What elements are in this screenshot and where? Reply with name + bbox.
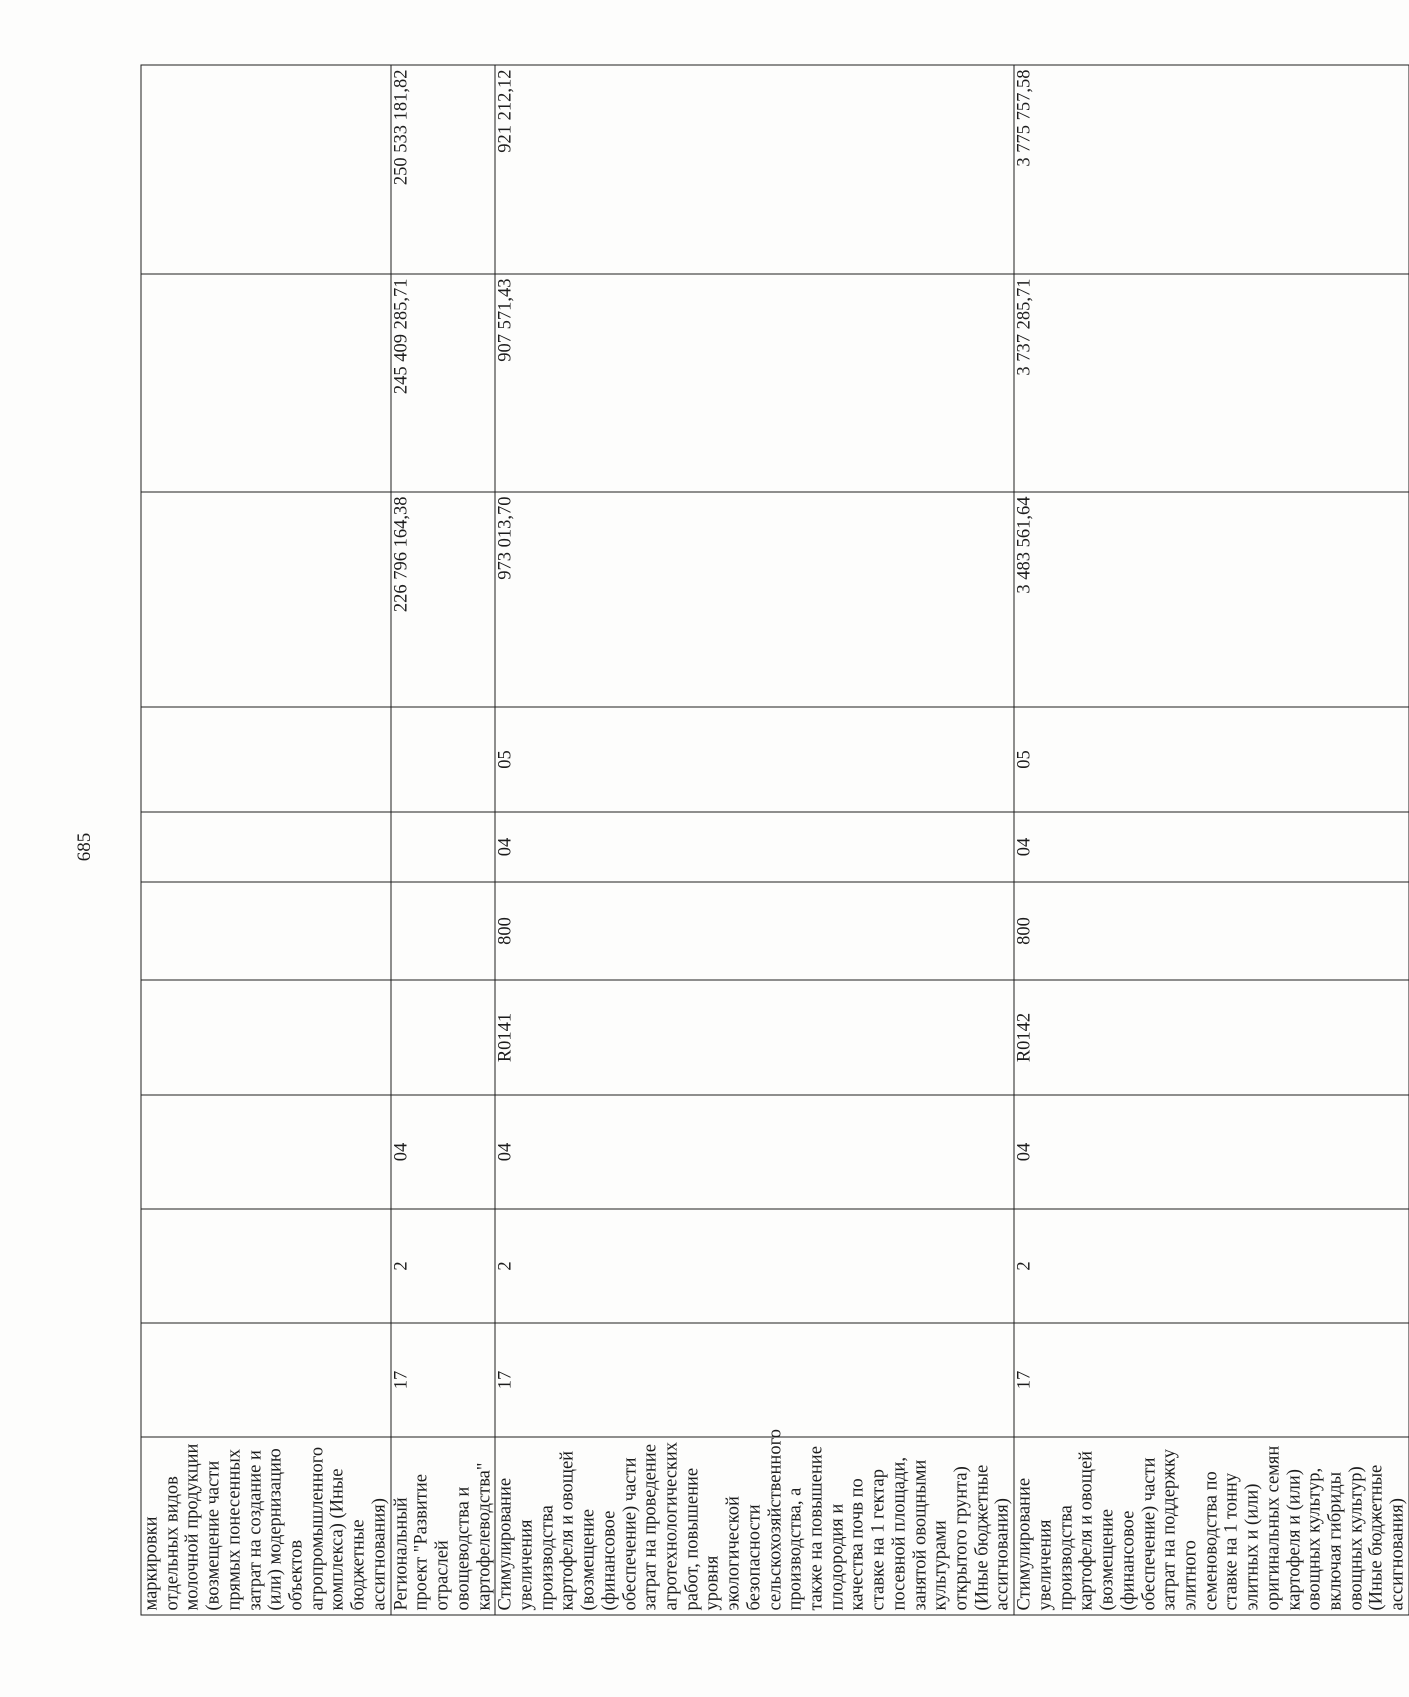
cell-sum3 xyxy=(141,65,391,274)
cell-col1 xyxy=(141,1323,391,1437)
cell-col3 xyxy=(141,1095,391,1209)
cell-col6: 04 xyxy=(1014,812,1409,882)
cell-col3: 04 xyxy=(390,1095,495,1209)
cell-col3: 04 xyxy=(1014,1095,1409,1209)
row-name: Стимулирование увеличения производства картофеля и овощей (возмещение (финансовое обеспечение) части затрат на проведение агротехнологических работ, повышение уровня экологической безопасности сельскохозяйственного производства, а также на повышение плодородия и качества почв по ставке на 1 гектар посевной площади, занятой овощными культурами открытого грунта) (Иные бюджетные ассигнования) xyxy=(495,1437,1014,1615)
cell-col4 xyxy=(390,980,495,1095)
cell-col4: R0141 xyxy=(495,980,1014,1095)
cell-col2: 2 xyxy=(390,1209,495,1323)
cell-col7 xyxy=(141,707,391,812)
cell-col5: 800 xyxy=(1014,882,1409,980)
rotated-sheet xyxy=(140,65,1408,1615)
cell-col2: 2 xyxy=(1014,1209,1409,1323)
cell-col7: 05 xyxy=(1014,707,1409,812)
budget-table xyxy=(140,64,1409,1615)
cell-col3: 04 xyxy=(495,1095,1014,1209)
cell-col1: 17 xyxy=(390,1323,495,1437)
table-row xyxy=(495,65,1014,1615)
table-container xyxy=(140,65,1408,1615)
cell-col1: 17 xyxy=(495,1323,1014,1437)
table-row xyxy=(141,65,391,1615)
cell-col2: 2 xyxy=(495,1209,1014,1323)
cell-col6 xyxy=(141,812,391,882)
page-number: 685 xyxy=(74,832,95,862)
cell-col5 xyxy=(390,882,495,980)
cell-col7 xyxy=(390,707,495,812)
cell-col4: R0142 xyxy=(1014,980,1409,1095)
cell-sum3: 921 212,12 xyxy=(495,65,1014,274)
cell-sum1: 226 796 164,38 xyxy=(390,492,495,707)
row-name: Региональный проект "Развитие отраслей овощеводства и картофелеводства" xyxy=(390,1437,495,1615)
cell-col1: 17 xyxy=(1014,1323,1409,1437)
cell-col7: 05 xyxy=(495,707,1014,812)
cell-col6: 04 xyxy=(495,812,1014,882)
table-row xyxy=(390,65,495,1615)
cell-col6 xyxy=(390,812,495,882)
cell-sum2 xyxy=(141,274,391,492)
cell-sum2: 907 571,43 xyxy=(495,274,1014,492)
cell-col4 xyxy=(141,980,391,1095)
cell-sum1: 973 013,70 xyxy=(495,492,1014,707)
cell-col5: 800 xyxy=(495,882,1014,980)
row-name: Стимулирование увеличения производства картофеля и овощей (возмещение (финансовое обеспечение) части затрат на поддержку элитного семеноводства по ставке на 1 тонну элитных и (или) оригинальных семян картофеля и (или) овощных культур, включая гибриды овощных культур) (Иные бюджетные ассигнования) xyxy=(1014,1437,1409,1615)
row-name: маркировки отдельных видов молочной продукции (возмещение части прямых понесенных затрат на создание и (или) модернизацию объектов агропромышленного комплекса) (Иные бюджетные ассигнования) xyxy=(141,1437,391,1615)
cell-col2 xyxy=(141,1209,391,1323)
cell-col5 xyxy=(141,882,391,980)
cell-sum2: 3 737 285,71 xyxy=(1014,274,1409,492)
cell-sum2: 245 409 285,71 xyxy=(390,274,495,492)
table-row xyxy=(1014,65,1409,1615)
cell-sum1 xyxy=(141,492,391,707)
cell-sum1: 3 483 561,64 xyxy=(1014,492,1409,707)
cell-sum3: 3 775 757,58 xyxy=(1014,65,1409,274)
cell-sum3: 250 533 181,82 xyxy=(390,65,495,274)
